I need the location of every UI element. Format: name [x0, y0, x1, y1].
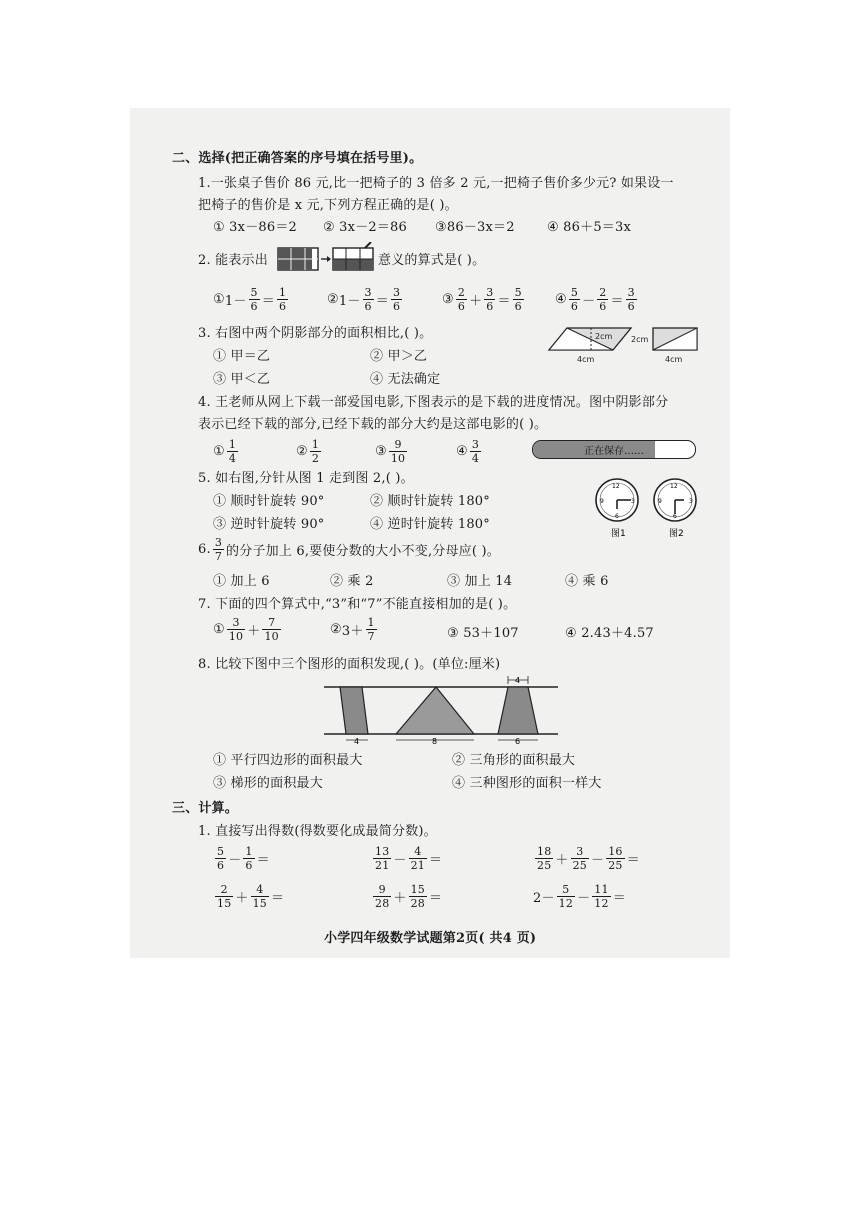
q3-option-1: ① 甲＝乙: [213, 349, 271, 364]
calc-expr: $\frac{5}{6}$ － $\frac{1}{6}$ ＝: [217, 845, 270, 872]
calc-expr: 2－ $\frac{5}{12}$ － $\frac{11}{12}$ ＝: [533, 883, 626, 910]
q3-base-label-2: 4cm: [665, 355, 683, 364]
q3-option-3: ③ 甲＜乙: [213, 372, 271, 387]
download-progress-bar: [532, 440, 696, 459]
q8-option-3: ③ 梯形的面积最大: [213, 776, 323, 791]
clock-label-2: 图2: [669, 529, 684, 539]
q1-option-3: ③86－3x＝2: [435, 220, 515, 235]
q6-stem: 6. $\frac{3}{7}$ 的分子加上 6,要使分数的大小不变,分母应( )。: [198, 536, 500, 563]
q6-option-1: ① 加上 6: [213, 574, 270, 589]
svg-text:12: 12: [670, 483, 678, 490]
q4-option-3: ③ $\frac{9}{10}$: [375, 438, 406, 465]
fraction-grid-figure: [277, 242, 375, 274]
q5-option-2: ② 顺时针旋转 180°: [370, 494, 490, 509]
q7-option-2: ②3＋ $\frac{1}{7}$: [330, 616, 375, 643]
section2-heading: 二、选择(把正确答案的序号填在括号里)。: [172, 151, 423, 166]
trapezoid-shape: [498, 687, 538, 734]
calc-expr: $\frac{13}{21}$ － $\frac{4}{21}$ ＝: [375, 845, 443, 872]
download-progress-label: 正在保存……: [584, 446, 644, 457]
q2-option-2: ②1－ $\frac{3}{6}$ ＝ $\frac{3}{6}$: [327, 286, 401, 313]
calc-expr: $\frac{18}{25}$ ＋ $\frac{3}{25}$ － $\frac{16}{25}$ ＝: [537, 845, 640, 872]
svg-text:6: 6: [615, 513, 619, 520]
q5-option-3: ③ 逆时针旋转 90°: [213, 517, 325, 532]
q7-stem: 7. 下面的四个算式中,“3”和“7”不能直接相加的是( )。: [198, 597, 517, 612]
q8-triangle-dim: 8: [432, 737, 438, 746]
q8-trapezoid-dim: 6: [515, 737, 521, 746]
q2-option-4: ④ $\frac{5}{6}$ － $\frac{2}{6}$ ＝ $\frac{3}{6}$: [555, 286, 635, 313]
page-footer: 小学四年级数学试题第2页( 共4 页): [324, 931, 537, 946]
clock-icon-2: [654, 479, 696, 521]
svg-text:9: 9: [658, 498, 662, 505]
svg-text:3: 3: [631, 498, 635, 505]
q6-option-4: ④ 乘 6: [565, 574, 609, 589]
q2-prefix: 2. 能表示出: [198, 253, 268, 268]
q7-option-3: ③ 53＋107: [447, 626, 519, 641]
q3-figure: [545, 322, 705, 368]
q8-stem: 8. 比较下图中三个图形的面积发现,( )。(单位:厘米): [198, 657, 501, 672]
parallelogram-shape: [340, 687, 368, 734]
q2-option-1: ①1－ $\frac{5}{6}$ ＝ $\frac{1}{6}$: [213, 286, 287, 313]
q5-clocks: [595, 476, 705, 542]
q5-option-1: ① 顺时针旋转 90°: [213, 494, 325, 509]
q8-option-4: ④ 三种图形的面积一样大: [452, 776, 602, 791]
q8-option-1: ① 平行四边形的面积最大: [213, 753, 363, 768]
calc-expr: $\frac{9}{28}$ ＋ $\frac{15}{28}$ ＝: [375, 883, 443, 910]
q8-option-2: ② 三角形的面积最大: [452, 753, 576, 768]
clock-label-1: 图1: [611, 529, 626, 539]
section3-sub1: 1. 直接写出得数(得数要化成最简分数)。: [198, 824, 437, 839]
q2-suffix: 意义的算式是( )。: [378, 253, 486, 268]
q4-line1: 4. 王老师从网上下载一部爱国电影,下图表示的是下载的进度情况。图中阴影部分: [198, 395, 669, 410]
q3-option-4: ④ 无法确定: [370, 372, 441, 387]
clock-icon-1: [596, 479, 638, 521]
q2-option-3: ③ $\frac{2}{6}$ ＋ $\frac{3}{6}$ ＝ $\frac{5}{6}$: [442, 286, 522, 313]
q1-line1: 1.一张桌子售价 86 元,比一把椅子的 3 倍多 2 元,一把椅子售价多少元? 如果设一: [198, 176, 674, 191]
q1-option-2: ② 3x－2＝86: [323, 220, 408, 235]
q5-option-4: ④ 逆时针旋转 180°: [370, 517, 490, 532]
q8-top-dim: 4: [515, 676, 521, 685]
q4-option-4: ④ $\frac{3}{4}$: [456, 438, 480, 465]
svg-text:9: 9: [600, 498, 604, 505]
q8-parallelogram-dim: 4: [354, 737, 360, 746]
triangle-shape: [396, 687, 474, 734]
q1-line2: 把椅子的售价是 x 元,下列方程正确的是( )。: [198, 198, 458, 213]
q3-height-label: 2cm: [595, 332, 613, 341]
q5-stem: 5. 如右图,分针从图 1 走到图 2,( )。: [198, 471, 414, 486]
q1-option-1: ① 3x－86＝2: [213, 220, 298, 235]
svg-text:3: 3: [689, 498, 693, 505]
q6-option-3: ③ 加上 14: [447, 574, 513, 589]
q4-option-1: ① $\frac{1}{4}$: [213, 438, 237, 465]
section3-heading: 三、计算。: [172, 801, 239, 816]
svg-text:12: 12: [612, 483, 620, 490]
q1-option-4: ④ 86＋5＝3x: [547, 220, 632, 235]
q3-side-label: 2cm: [631, 335, 649, 344]
q7-option-4: ④ 2.43＋4.57: [565, 626, 654, 641]
q4-line2: 表示已经下载的部分,已经下载的部分大约是这部电影的( )。: [198, 417, 548, 432]
q7-option-1: ① $\frac{3}{10}$ ＋ $\frac{7}{10}$: [213, 616, 279, 643]
q6-option-2: ② 乘 2: [330, 574, 374, 589]
q3-stem: 3. 右图中两个阴影部分的面积相比,( )。: [198, 326, 433, 341]
q4-option-2: ② $\frac{1}{2}$: [296, 438, 320, 465]
svg-text:6: 6: [673, 513, 677, 520]
q3-option-2: ② 甲＞乙: [370, 349, 428, 364]
q3-base-label-1: 4cm: [577, 355, 595, 364]
calc-expr: $\frac{2}{15}$ ＋ $\frac{4}{15}$ ＝: [217, 883, 285, 910]
q8-figure: [322, 674, 562, 746]
